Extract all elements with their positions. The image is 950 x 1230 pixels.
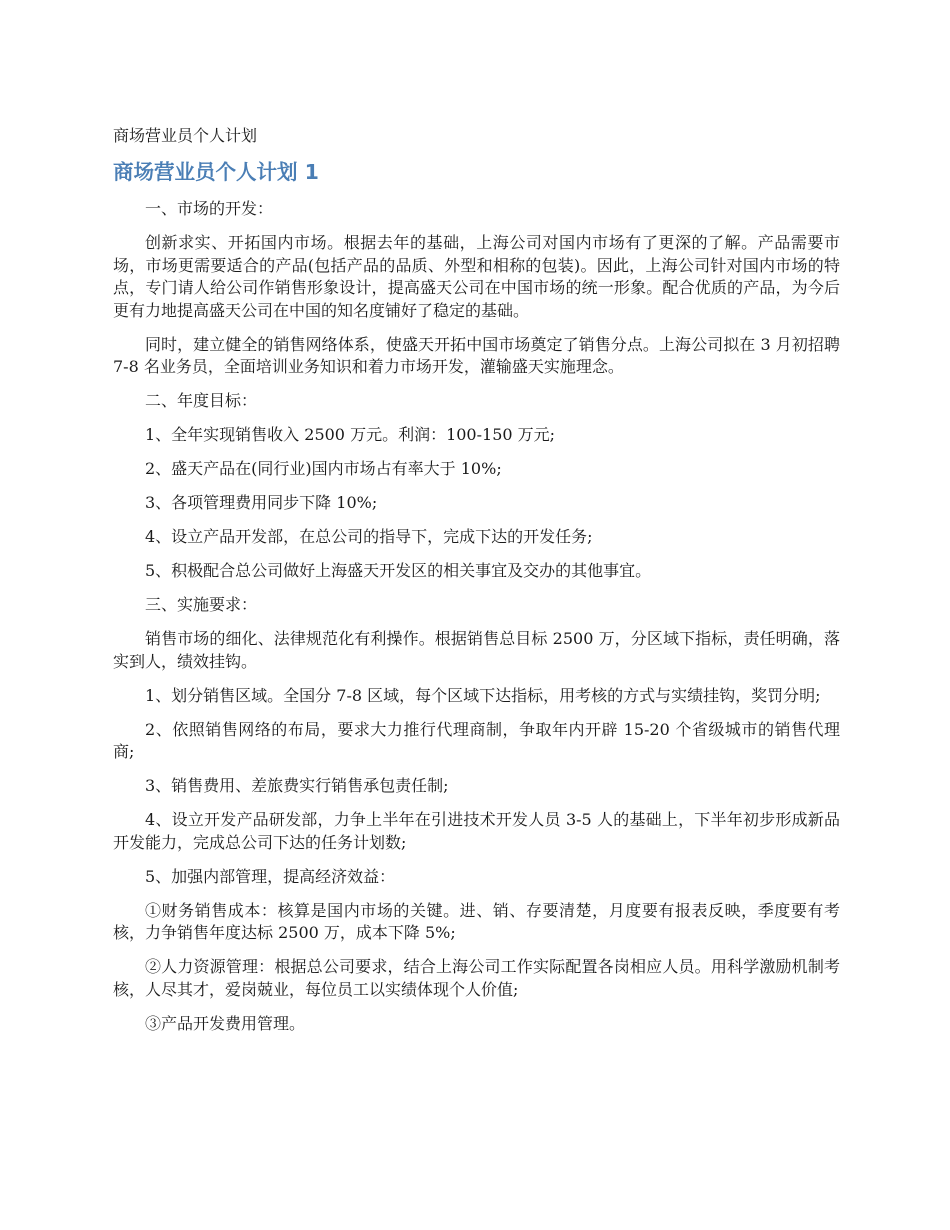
paragraph-goal-3: 3、各项管理费用同步下降 10%; xyxy=(145,493,378,512)
paragraph-implementation-intro: 销售市场的细化、法律规范化有利操作。根据销售总目标 2500 万，分区域下指标，责任明确，落实到人，绩效挂钩。 xyxy=(113,629,840,671)
paragraph-requirement-2: 2、依照销售网络的布局，要求大力推行代理商制，争取年内开辟 15-20 个省级城市的销售代理商; xyxy=(113,719,840,761)
paragraph-market-innovation: 创新求实、开拓国内市场。根据去年的基础，上海公司对国内市场有了更深的了解。产品需要市场，市场更需要适合的产品(包括产品的品质、外型和相称的包装)。因此，上海公司针对国内市场的特点，专门请人给公司作销售形象设计，提高盛天公司在中国市场的统一形象。配合优质的产品，为今后更有力地提高盛天公司在中国的知名度铺好了稳定的基础。 xyxy=(113,233,840,320)
paragraph-requirement-4: 4、设立开发产品研发部，力争上半年在引进技术开发人员 3-5 人的基础上，下半年初步形成新品开发能力，完成总公司下达的任务计划数; xyxy=(113,810,840,852)
paragraph-goal-1: 1、全年实现销售收入 2500 万元。利润：100-150 万元; xyxy=(145,425,556,444)
paragraph-human-resources: ②人力资源管理：根据总公司要求，结合上海公司工作实际配置各岗相应人员。用科学激励机制考核，人尽其才，爱岗兢业，每位员工以实绩体现个人价值; xyxy=(113,957,840,999)
paragraph-product-development-cost: ③产品开发费用管理。 xyxy=(145,1013,306,1033)
paragraph-requirement-3: 3、销售费用、差旅费实行销售承包责任制; xyxy=(145,776,449,795)
paragraph-goal-5: 5、积极配合总公司做好上海盛天开发区的相关事宜及交办的其他事宜。 xyxy=(145,561,652,580)
document-title: 商场营业员个人计划 xyxy=(113,126,258,145)
paragraph-annual-goals-heading: 二、年度目标： xyxy=(145,391,258,410)
document-body xyxy=(113,124,840,1047)
paragraph-implementation-heading: 三、实施要求： xyxy=(145,595,258,614)
paragraph-sales-network: 同时，建立健全的销售网络体系，使盛天开拓中国市场奠定了销售分点。上海公司拟在 3 月初招聘 7-8 名业务员，全面培训业务知识和着力市场开发，灌输盛天实施理念。 xyxy=(113,334,840,376)
section-heading: 商场营业员个人计划 1 xyxy=(113,160,319,184)
paragraph-goal-2: 2、盛天产品在(同行业)国内市场占有率大于 10%; xyxy=(145,459,502,478)
paragraph-finance-cost: ①财务销售成本：核算是国内市场的关键。进、销、存要清楚，月度要有报表反映，季度要有考核，力争销售年度达标 2500 万，成本下降 5%; xyxy=(113,900,840,942)
paragraph-market-development-heading: 一、市场的开发： xyxy=(145,199,274,218)
paragraph-requirement-1: 1、划分销售区域。全国分 7-8 区域，每个区域下达指标，用考核的方式与实绩挂钩，奖罚分明; xyxy=(145,685,821,705)
paragraph-goal-4: 4、设立产品开发部，在总公司的指导下，完成下达的开发任务; xyxy=(145,527,593,546)
paragraph-requirement-5: 5、加强内部管理，提高经济效益： xyxy=(145,866,396,886)
